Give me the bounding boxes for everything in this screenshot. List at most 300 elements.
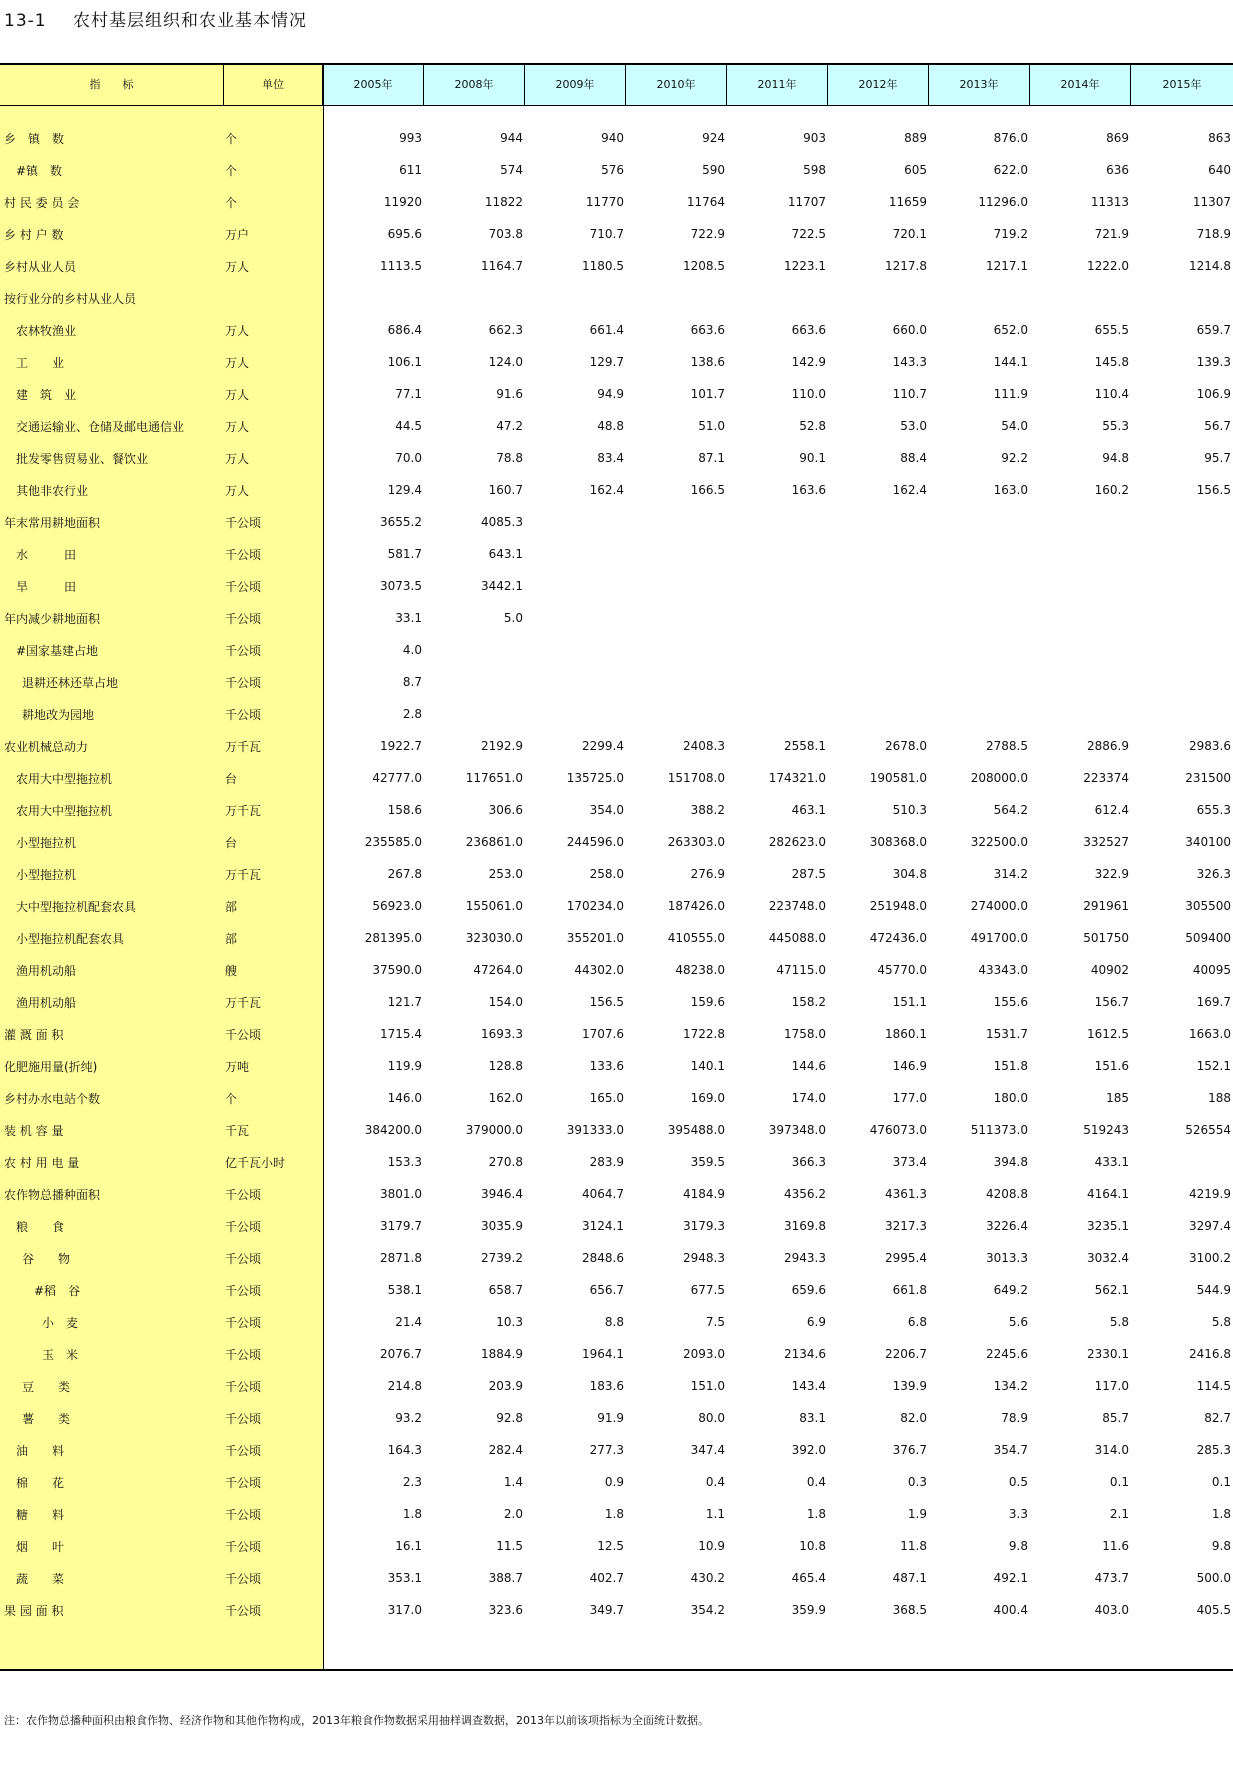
row-value: 162.4 — [589, 483, 624, 497]
row-value: 111.9 — [993, 387, 1028, 401]
row-value: 80.0 — [698, 1411, 725, 1425]
row-value: 56923.0 — [372, 899, 422, 913]
row-value: 659.6 — [791, 1283, 826, 1297]
table-row — [0, 666, 1233, 698]
row-value: 3442.1 — [481, 579, 523, 593]
row-value: 85.7 — [1102, 1411, 1129, 1425]
table-row — [0, 698, 1233, 730]
row-value: 2245.6 — [986, 1347, 1028, 1361]
row-value: 720.1 — [892, 227, 927, 241]
row-value: 208000.0 — [970, 771, 1028, 785]
row-value: 519243 — [1083, 1123, 1129, 1137]
row-value: 501750 — [1083, 931, 1129, 945]
table-row — [0, 1530, 1233, 1562]
row-value: 322500.0 — [970, 835, 1028, 849]
row-value: 180.0 — [993, 1091, 1028, 1105]
row-value: 2.0 — [503, 1507, 523, 1521]
row-value: 56.7 — [1204, 419, 1231, 433]
table-row — [0, 762, 1233, 794]
row-value: 174.0 — [791, 1091, 826, 1105]
table-row — [0, 1178, 1233, 1210]
row-value: 110.0 — [791, 387, 826, 401]
row-value: 395488.0 — [667, 1123, 725, 1137]
row-value: 151.0 — [690, 1379, 725, 1393]
row-value: 77.1 — [395, 387, 422, 401]
row-unit: 千公顷 — [225, 579, 262, 594]
row-value: 3013.3 — [986, 1251, 1028, 1265]
row-value: 492.1 — [993, 1571, 1028, 1585]
row-value: 4164.1 — [1087, 1187, 1129, 1201]
row-value: 1217.8 — [885, 259, 927, 273]
row-value: 91.9 — [597, 1411, 624, 1425]
row-indicator: 乡村从业人员 — [4, 259, 77, 274]
row-value: 53.0 — [900, 419, 927, 433]
row-value: 11764 — [686, 195, 725, 209]
row-value: 11.6 — [1102, 1539, 1129, 1553]
row-value: 124.0 — [488, 355, 523, 369]
row-value: 1.8 — [604, 1507, 624, 1521]
footnote: 注：农作物总播种面积由粮食作物、经济作物和其他作物构成，2013年粮食作物数据采用抽样调查数据，2013年以前该项指标为全面统计数据。 — [4, 1714, 709, 1727]
row-unit: 千公顷 — [225, 1283, 262, 1298]
row-indicator: 年内减少耕地面积 — [4, 611, 101, 626]
row-value: 146.9 — [892, 1059, 927, 1073]
row-value: 83.4 — [597, 451, 624, 465]
row-unit: 部 — [225, 931, 238, 946]
table-row — [0, 474, 1233, 506]
row-value: 1964.1 — [582, 1347, 624, 1361]
row-value: 526554 — [1185, 1123, 1231, 1137]
row-value: 143.3 — [892, 355, 927, 369]
row-value: 719.2 — [993, 227, 1028, 241]
row-value: 121.7 — [387, 995, 422, 1009]
row-unit: 千公顷 — [225, 1411, 262, 1426]
table-row — [0, 378, 1233, 410]
row-value: 491700.0 — [970, 931, 1028, 945]
row-value: 11296.0 — [978, 195, 1028, 209]
row-value: 291961 — [1083, 899, 1129, 913]
row-value: 3124.1 — [582, 1219, 624, 1233]
row-value: 21.4 — [395, 1315, 422, 1329]
row-value: 940 — [601, 131, 624, 145]
row-value: 142.9 — [791, 355, 826, 369]
row-unit: 千公顷 — [225, 1379, 262, 1394]
row-indicator: 薯 类 — [22, 1411, 71, 1426]
row-value: 160.7 — [488, 483, 523, 497]
row-value: 10.8 — [799, 1539, 826, 1553]
row-unit: 万人 — [225, 259, 250, 274]
row-unit: 千公顷 — [225, 707, 262, 722]
row-indicator: 旱 田 — [16, 579, 77, 594]
row-value: 405.5 — [1196, 1603, 1231, 1617]
row-value: 10.3 — [496, 1315, 523, 1329]
row-value: 11.8 — [900, 1539, 927, 1553]
row-value: 663.6 — [690, 323, 725, 337]
row-value: 581.7 — [387, 547, 422, 561]
row-value: 9.8 — [1008, 1539, 1028, 1553]
row-value: 0.1 — [1211, 1475, 1231, 1489]
row-value: 2093.0 — [683, 1347, 725, 1361]
row-value: 33.1 — [395, 611, 422, 625]
row-unit: 千公顷 — [225, 515, 262, 530]
table-row — [0, 186, 1233, 218]
row-value: 368.5 — [892, 1603, 927, 1617]
row-value: 659.7 — [1196, 323, 1231, 337]
row-value: 155.6 — [993, 995, 1028, 1009]
row-value: 305500 — [1185, 899, 1231, 913]
row-indicator: 油 料 — [16, 1443, 65, 1458]
row-value: 1663.0 — [1189, 1027, 1231, 1041]
row-value: 223374 — [1083, 771, 1129, 785]
row-value: 1860.1 — [885, 1027, 927, 1041]
row-value: 314.0 — [1094, 1443, 1129, 1457]
row-value: 11707 — [787, 195, 826, 209]
row-indicator: 退耕还林还草占地 — [22, 675, 119, 690]
row-value: 332527 — [1083, 835, 1129, 849]
header-indicator: 指 标 — [0, 65, 224, 105]
row-value: 354.2 — [690, 1603, 725, 1617]
row-indicator: 交通运输业、仓储及邮电通信业 — [16, 419, 185, 434]
row-value: 4356.2 — [784, 1187, 826, 1201]
row-indicator: 渔用机动船 — [16, 995, 77, 1010]
row-value: 3.3 — [1008, 1507, 1028, 1521]
row-unit: 千公顷 — [225, 1219, 262, 1234]
row-value: 145.8 — [1094, 355, 1129, 369]
row-value: 323030.0 — [465, 931, 523, 945]
row-value: 223748.0 — [768, 899, 826, 913]
row-value: 146.0 — [387, 1091, 422, 1105]
row-value: 2299.4 — [582, 739, 624, 753]
row-value: 47.2 — [496, 419, 523, 433]
row-indicator: 糖 料 — [16, 1507, 65, 1522]
row-value: 6.8 — [907, 1315, 927, 1329]
row-value: 2995.4 — [885, 1251, 927, 1265]
header-year: 2011年 — [727, 65, 828, 105]
row-value: 135725.0 — [566, 771, 624, 785]
row-value: 169.7 — [1196, 995, 1231, 1009]
table-row — [0, 506, 1233, 538]
header-year: 2005年 — [323, 65, 424, 105]
row-indicator: 乡 村 户 数 — [4, 227, 64, 242]
table-bottom-rule — [0, 1669, 1233, 1671]
row-value: 177.0 — [892, 1091, 927, 1105]
row-value: 48238.0 — [675, 963, 725, 977]
row-unit: 个 — [225, 163, 238, 178]
row-value: 2848.6 — [582, 1251, 624, 1265]
row-value: 0.5 — [1008, 1475, 1028, 1489]
row-value: 95.7 — [1204, 451, 1231, 465]
row-value: 110.4 — [1094, 387, 1129, 401]
row-value: 661.8 — [892, 1283, 927, 1297]
table-row — [0, 218, 1233, 250]
row-indicator: 其他非农行业 — [16, 483, 89, 498]
row-indicator: 农业机械总动力 — [4, 739, 89, 754]
row-value: 544.9 — [1196, 1283, 1231, 1297]
row-value: 117651.0 — [465, 771, 523, 785]
row-value: 308368.0 — [869, 835, 927, 849]
row-value: 44302.0 — [574, 963, 624, 977]
row-value: 652.0 — [993, 323, 1028, 337]
row-value: 718.9 — [1196, 227, 1231, 241]
row-value: 282.4 — [488, 1443, 523, 1457]
table-row — [0, 986, 1233, 1018]
table-row — [0, 954, 1233, 986]
row-indicator: 灌 溉 面 积 — [4, 1027, 64, 1042]
header-year: 2010年 — [626, 65, 727, 105]
row-unit: 千公顷 — [225, 1251, 262, 1266]
row-unit: 万人 — [225, 387, 250, 402]
table-row — [0, 1402, 1233, 1434]
row-value: 251948.0 — [869, 899, 927, 913]
row-value: 3169.8 — [784, 1219, 826, 1233]
table-header — [0, 65, 1233, 106]
row-value: 576 — [601, 163, 624, 177]
row-value: 42777.0 — [372, 771, 422, 785]
table-row — [0, 730, 1233, 762]
row-value: 156.5 — [1196, 483, 1231, 497]
row-unit: 个 — [225, 195, 238, 210]
row-value: 5.8 — [1211, 1315, 1231, 1329]
row-value: 622.0 — [993, 163, 1028, 177]
row-indicator: 乡村办水电站个数 — [4, 1091, 101, 1106]
table-row — [0, 282, 1233, 314]
row-value: 170234.0 — [566, 899, 624, 913]
row-indicator: 棉 花 — [16, 1475, 65, 1490]
row-value: 2788.5 — [986, 739, 1028, 753]
row-value: 117.0 — [1094, 1379, 1129, 1393]
row-indicator: 果 园 面 积 — [4, 1603, 64, 1618]
row-value: 1722.8 — [683, 1027, 725, 1041]
row-value: 2.1 — [1109, 1507, 1129, 1521]
row-value: 5.0 — [503, 611, 523, 625]
row-unit: 万千瓦 — [225, 867, 262, 882]
row-value: 88.4 — [900, 451, 927, 465]
row-value: 114.5 — [1196, 1379, 1231, 1393]
row-value: 92.2 — [1001, 451, 1028, 465]
row-unit: 千公顷 — [225, 1443, 262, 1458]
row-value: 1217.1 — [986, 259, 1028, 273]
table-row — [0, 794, 1233, 826]
row-indicator: 小型拖拉机配套农具 — [16, 931, 125, 946]
row-value: 317.0 — [387, 1603, 422, 1617]
row-value: 993 — [399, 131, 422, 145]
row-value: 169.0 — [690, 1091, 725, 1105]
row-value: 0.9 — [604, 1475, 624, 1489]
row-value: 44.5 — [395, 419, 422, 433]
table-row — [0, 1242, 1233, 1274]
table-body — [0, 122, 1233, 1626]
row-unit: 万千瓦 — [225, 739, 262, 754]
row-value: 276.9 — [690, 867, 725, 881]
row-indicator: 建 筑 业 — [16, 387, 77, 402]
row-indicator: 批发零售贸易业、餐饮业 — [16, 451, 149, 466]
row-value: 397348.0 — [768, 1123, 826, 1137]
row-value: 4064.7 — [582, 1187, 624, 1201]
row-value: 1.4 — [503, 1475, 523, 1489]
row-indicator: 小型拖拉机 — [16, 867, 77, 882]
row-value: 944 — [500, 131, 523, 145]
table-row — [0, 570, 1233, 602]
row-unit: 万户 — [225, 227, 250, 242]
row-indicator: 渔用机动船 — [16, 963, 77, 978]
row-value: 214.8 — [387, 1379, 422, 1393]
row-value: 2206.7 — [885, 1347, 927, 1361]
row-value: 640 — [1208, 163, 1231, 177]
row-value: 4219.9 — [1189, 1187, 1231, 1201]
row-value: 156.7 — [1094, 995, 1129, 1009]
row-value: 660.0 — [892, 323, 927, 337]
row-indicator: 谷 物 — [22, 1251, 71, 1266]
row-value: 82.7 — [1204, 1411, 1231, 1425]
row-value: 162.4 — [892, 483, 927, 497]
row-value: 605 — [904, 163, 927, 177]
row-indicator: 按行业分的乡村从业人员 — [4, 291, 137, 306]
row-value: 78.8 — [496, 451, 523, 465]
row-value: 4184.9 — [683, 1187, 725, 1201]
row-value: 159.6 — [690, 995, 725, 1009]
table-number: 13-1 — [4, 11, 47, 31]
table-row — [0, 1018, 1233, 1050]
row-value: 1223.1 — [784, 259, 826, 273]
row-value: 661.4 — [589, 323, 624, 337]
row-unit: 万人 — [225, 451, 250, 466]
table-row — [0, 1370, 1233, 1402]
table-row — [0, 922, 1233, 954]
row-value: 101.7 — [690, 387, 725, 401]
row-value: 190581.0 — [869, 771, 927, 785]
row-value: 1531.7 — [986, 1027, 1028, 1041]
row-indicator: 小 麦 — [42, 1315, 79, 1330]
row-value: 143.4 — [791, 1379, 826, 1393]
row-value: 151.8 — [993, 1059, 1028, 1073]
row-value: 3032.4 — [1087, 1251, 1129, 1265]
table-row — [0, 1306, 1233, 1338]
row-value: 4085.3 — [481, 515, 523, 529]
header-unit: 单位 — [224, 65, 323, 105]
row-value: 187426.0 — [667, 899, 725, 913]
row-value: 1922.7 — [380, 739, 422, 753]
row-value: 43343.0 — [978, 963, 1028, 977]
row-value: 160.2 — [1094, 483, 1129, 497]
table-title — [4, 6, 307, 31]
row-value: 51.0 — [698, 419, 725, 433]
row-value: 55.3 — [1102, 419, 1129, 433]
row-unit: 台 — [225, 771, 238, 786]
row-unit: 千公顷 — [225, 1571, 262, 1586]
row-indicator: 年末常用耕地面积 — [4, 515, 101, 530]
row-value: 510.3 — [892, 803, 927, 817]
row-value: 3100.2 — [1189, 1251, 1231, 1265]
row-value: 1164.7 — [481, 259, 523, 273]
row-value: 203.9 — [488, 1379, 523, 1393]
row-value: 2.8 — [402, 707, 422, 721]
row-value: 323.6 — [488, 1603, 523, 1617]
row-value: 1214.8 — [1189, 259, 1231, 273]
row-value: 48.8 — [597, 419, 624, 433]
row-value: 1707.6 — [582, 1027, 624, 1041]
row-value: 144.6 — [791, 1059, 826, 1073]
row-value: 400.4 — [993, 1603, 1028, 1617]
row-value: 163.0 — [993, 483, 1028, 497]
row-indicator: 农 村 用 电 量 — [4, 1155, 80, 1170]
row-value: 8.7 — [402, 675, 422, 689]
row-value: 1180.5 — [582, 259, 624, 273]
table-row — [0, 1050, 1233, 1082]
row-value: 643.1 — [488, 547, 523, 561]
row-value: 3655.2 — [380, 515, 422, 529]
row-value: 151.6 — [1094, 1059, 1129, 1073]
row-value: 376.7 — [892, 1443, 927, 1457]
row-value: 94.8 — [1102, 451, 1129, 465]
row-unit: 千公顷 — [225, 1027, 262, 1042]
row-value: 876.0 — [993, 131, 1028, 145]
row-value: 281395.0 — [364, 931, 422, 945]
table-row — [0, 826, 1233, 858]
row-value: 4.0 — [402, 643, 422, 657]
row-indicator: 水 田 — [16, 547, 77, 562]
row-value: 340100 — [1185, 835, 1231, 849]
row-value: 463.1 — [791, 803, 826, 817]
row-value: 40902 — [1090, 963, 1129, 977]
row-value: 394.8 — [993, 1155, 1028, 1169]
row-value: 655.3 — [1196, 803, 1231, 817]
row-value: 83.1 — [799, 1411, 826, 1425]
row-value: 359.5 — [690, 1155, 725, 1169]
row-value: 244596.0 — [566, 835, 624, 849]
row-value: 8.8 — [604, 1315, 624, 1329]
table-row — [0, 1466, 1233, 1498]
row-indicator: 小型拖拉机 — [16, 835, 77, 850]
row-value: 4361.3 — [885, 1187, 927, 1201]
row-value: 158.6 — [387, 803, 422, 817]
row-value: 3179.3 — [683, 1219, 725, 1233]
row-value: 119.9 — [387, 1059, 422, 1073]
row-unit: 万千瓦 — [225, 995, 262, 1010]
table-row — [0, 538, 1233, 570]
row-value: 166.5 — [690, 483, 725, 497]
row-value: 12.5 — [597, 1539, 624, 1553]
table-row — [0, 122, 1233, 154]
row-unit: 部 — [225, 899, 238, 914]
row-indicator: 村 民 委 员 会 — [4, 195, 80, 210]
row-value: 47264.0 — [473, 963, 523, 977]
row-value: 11313 — [1090, 195, 1129, 209]
row-value: 151708.0 — [667, 771, 725, 785]
row-value: 655.5 — [1094, 323, 1129, 337]
row-value: 403.0 — [1094, 1603, 1129, 1617]
row-value: 0.4 — [705, 1475, 725, 1489]
row-value: 663.6 — [791, 323, 826, 337]
row-value: 373.4 — [892, 1155, 927, 1169]
row-value: 3235.1 — [1087, 1219, 1129, 1233]
row-unit: 万吨 — [225, 1059, 250, 1074]
row-value: 388.7 — [488, 1571, 523, 1585]
row-value: 1.8 — [402, 1507, 422, 1521]
row-value: 2416.8 — [1189, 1347, 1231, 1361]
row-value: 5.8 — [1109, 1315, 1129, 1329]
row-value: 94.9 — [597, 387, 624, 401]
row-value: 91.6 — [496, 387, 523, 401]
row-value: 2871.8 — [380, 1251, 422, 1265]
row-value: 283.9 — [589, 1155, 624, 1169]
row-unit: 亿千瓦小时 — [225, 1155, 286, 1170]
table-row — [0, 346, 1233, 378]
row-value: 6.9 — [806, 1315, 826, 1329]
row-value: 326.3 — [1196, 867, 1231, 881]
row-value: 47115.0 — [776, 963, 826, 977]
row-value: 695.6 — [387, 227, 422, 241]
row-value: 0.1 — [1109, 1475, 1129, 1489]
row-value: 359.9 — [791, 1603, 826, 1617]
